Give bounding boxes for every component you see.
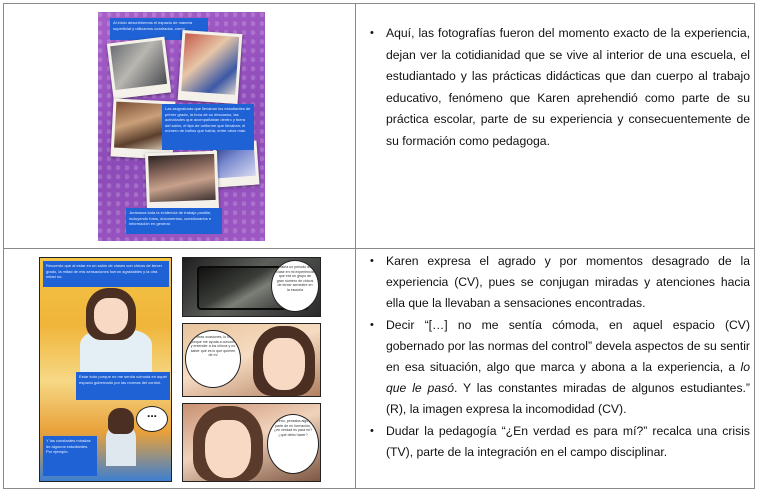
text-cell (356, 4, 754, 248)
comic-panel (182, 257, 321, 317)
bullet-text: Karen expresa el agrado y por momentos desagrado de la experiencia (CV), pues se conjugan miradas y atenciones hacia ella que la llevaban a sensaciones encontradas. (386, 254, 750, 311)
speech-bubble: En otras ocasiones, lo hago porque me ayuda a conocer y entender a los chicos y no saber qué es lo que quieren de mí (185, 330, 241, 388)
collage-note: Las asignaturas que llevaban los estudiantes de primer grado, la hora de su descanso, las actividades que acompañaban dentro y fuera del salón, el tipo de uniforme que llevaban, el número de baños que había, entre otros más. (162, 104, 254, 150)
bullet-text: Decir “[…] no me sentía cómoda, en aquel espacio (CV) gobernado por las normas del control” devela aspectos de su sentir en esa situación, algo que marca y abona a la experiencia, a (386, 317, 750, 375)
bullet-icon: • (370, 27, 374, 39)
photo (107, 37, 171, 100)
comic-panel (182, 403, 321, 482)
collage-note: Al inicio describiremos el espacio de manera superficial y utilizamos cuadrados, como (110, 18, 208, 40)
photo (178, 30, 243, 104)
bullet-text: . Y las constantes miradas de algunos estudiantes.” (R), la imagen expresa la incomodidad (CV). (386, 381, 750, 417)
character-face (94, 298, 128, 334)
table-row (4, 4, 754, 249)
analysis-table (3, 3, 755, 489)
thinking-bubble: ... (136, 406, 168, 432)
bullet-list (356, 251, 754, 463)
bullet-text: Dudar la pedagogía “¿En verdad es para mí?” recalca una crisis (TV), parte de la integración en el campo disciplinar. (386, 423, 750, 459)
photo-collage-image (98, 12, 265, 241)
caption-box: Recuerdo que al estar en un salón de clases con chicos de tercer grado, la mitad de mis sensaciones fueron agradables y la otra mitad no. (43, 261, 169, 287)
character-face (205, 420, 251, 478)
list-item (356, 421, 754, 463)
character-hair (108, 408, 134, 434)
image-cell (4, 249, 356, 488)
table-row (4, 249, 754, 488)
list-item (356, 23, 754, 152)
character-face (263, 338, 305, 390)
bullet-list (356, 23, 754, 152)
speech-bubble: Al verlo, pensaba algo en parte de mí formación, ¿en verdad es para mí? ¿qué debo hacer? (267, 414, 319, 474)
bullet-text: Aquí, las fotografías fueron del momento exacto de la experiencia, dejan ver la cotidianidad que se vive al interior de una escuela, el estudiantado y las prácticas didácticas que dan cuerpo al trabajo educativo, fenómeno que Karen aprehendió como parte de su práctica escolar, parte de su experiencia y consecuentemente de su formación como pedagoga. (386, 26, 750, 148)
bullet-icon: • (370, 318, 374, 331)
list-item (356, 315, 754, 421)
comic-panel (39, 257, 172, 482)
photo (145, 151, 219, 211)
bullet-emphasis: lo que le pasó (386, 360, 750, 396)
image-cell (4, 4, 356, 248)
comic-strip-image (39, 257, 321, 482)
caption-box: Y las constantes miradas de algunos estudiantes. Por ejemplo: (43, 436, 97, 476)
text-cell (356, 249, 754, 488)
bullet-icon: • (370, 255, 374, 267)
list-item (356, 251, 754, 315)
collage-note: Juntamos toda la evidencia de trabajo posible, incluyendo fotos, documentos, cuestionarios e información en general. (126, 208, 222, 234)
bullet-icon: • (370, 424, 374, 437)
caption-box: Estar todo porque no me sentía cómoda en aquel espacio gobernado por las normas del control. (76, 372, 170, 400)
speech-bubble: Había un periodo de clase en mi experiencia que era un grupo de gran número de chicos de tercer semestre en la escuela (271, 260, 319, 312)
comic-panel (182, 323, 321, 397)
